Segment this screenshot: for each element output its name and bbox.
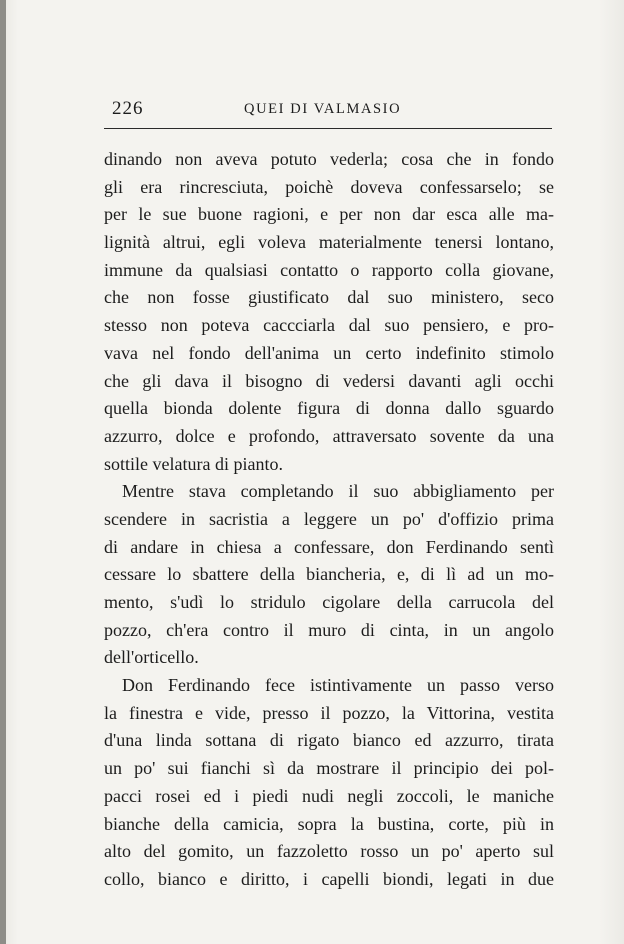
text-line: la finestra e vide, presso il pozzo, la Vittorina, vestita [104,702,554,723]
page-header [104,98,552,128]
text-line: un po' sui fianchi sì da mostrare il principio dei pol- [104,758,554,779]
page-number: 226 [112,98,144,119]
text-line: stesso non poteva caccciarla dal suo pensiero, e pro- [104,315,554,336]
text-line: dell'orticello. [104,647,199,668]
header-rule [104,128,552,129]
text-line: per le sue buone ragioni, e per non dar esca alle ma- [104,204,554,225]
text-line: sottile velatura di pianto. [104,453,283,474]
page-binding-edge [0,0,6,944]
text-line: azzurro, dolce e profondo, attraversato sovente da una [104,425,554,446]
paragraph [104,672,554,894]
text-line: d'una linda sottana di rigato bianco ed azzurro, tirata [104,730,554,751]
text-line: pozzo, ch'era contro il muro di cinta, in un angolo [104,619,554,640]
text-line: lignità altrui, egli voleva materialmente tenersi lontano, [104,232,554,253]
text-line: Don Ferdinando fece istintivamente un passo verso [122,675,554,696]
text-line: vava nel fondo dell'anima un certo indefinito stimolo [104,342,554,363]
paragraph [104,146,554,478]
text-line: Mentre stava completando il suo abbigliamento per [122,481,554,502]
paragraph [104,478,554,672]
text-line: cessare lo sbattere della biancheria, e, di lì ad un mo- [104,564,554,585]
text-line: che non fosse giustificato dal suo ministero, seco [104,287,554,308]
running-title: QUEI DI VALMASIO [244,101,402,117]
text-line: quella bionda dolente figura di donna dallo sguardo [104,398,554,419]
text-line: scendere in sacristia a leggere un po' d'offizio prima [104,508,554,529]
text-line: mento, s'udì lo stridulo cigolare della carrucola del [104,592,554,612]
text-line: bianche della camicia, sopra la bustina, corte, più in [104,813,554,834]
text-line: gli era rincresciuta, poichè doveva confessarselo; se [104,176,554,197]
text-line: immune da qualsiasi contatto o rapporto colla giovane, [104,259,554,280]
text-line: che gli dava il bisogno di vedersi davanti agli occhi [104,370,554,391]
text-line: alto del gomito, un fazzoletto rosso un po' aperto sul [104,841,554,862]
body-text [104,146,554,894]
text-line: di andare in chiesa a confessare, don Ferdinando sentì [104,536,554,557]
text-line: pacci rosei ed i piedi nudi negli zoccoli, le maniche [104,785,554,806]
text-line: dinando non aveva potuto vederla; cosa che in fondo [104,149,554,169]
text-line: collo, bianco e diritto, i capelli biondi, legati in due [104,868,554,889]
